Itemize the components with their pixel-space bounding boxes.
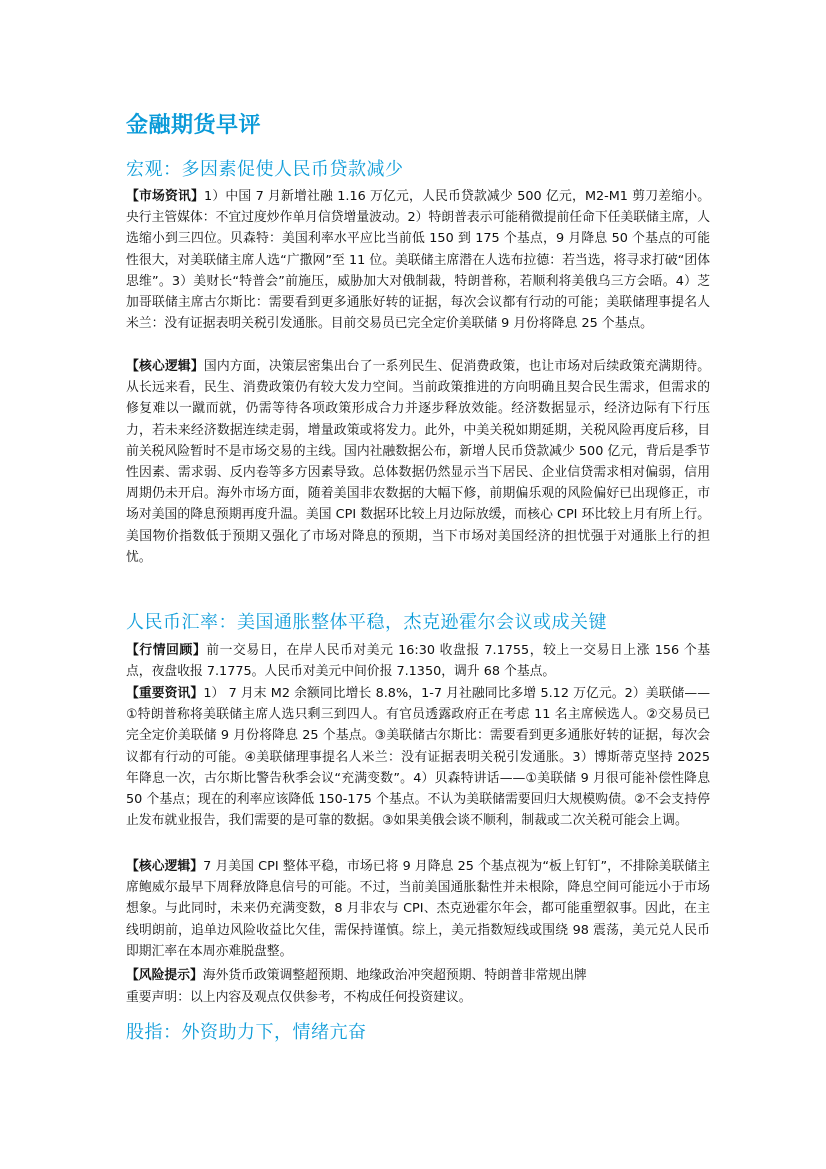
section-heading-macro: 宏观：多因素促使人民币贷款减少: [126, 159, 404, 180]
paragraph-tag: 【行情回顾】: [126, 643, 207, 658]
paragraph-text: 1）中国 7 月新增社融 1.16 万亿元，人民币贷款减少 500 亿元，M2-M1 剪刀差缩小。央行主管媒体：不宜过度炒作单月信贷增量波动。2）特朗普表示可能稍微提前任命下任美联储主席，人选缩小到三四位。贝森特：美国利率水平应比当前低 150 到 175 个基点，9 月降息 50 个基点的可能性很大，对美联储主席人选“广撒网”至 11 位。美联储主席潜在人选布拉德：若当选，将寻求打破“团体思维”。3）美财长“特普会”前施压，威胁加大对俄制裁，特朗普称，若顺利将美俄乌三方会晤。4）芝加哥联储主席古尔斯比：需要看到更多通胀好转的证据，每次会议都有行动的可能；美联储理事提名人米兰：没有证据表明关税引发通胀。目前交易员已完全定价美联储 9 月份将降息 25 个基点。: [126, 189, 711, 332]
paragraph-disclaimer: [126, 987, 710, 1008]
section-heading-rmb: 人民币汇率：美国通胀整体平稳，杰克逊霍尔会议或成关键: [126, 612, 607, 633]
paragraph-text: 1） 7 月末 M2 余额同比增长 8.8%，1-7 月社融同比多增 5.12 万亿元。2）美联储——①特朗普称将美联储主席人选只剩三到四人。有官员透露政府正在考虑 11 名主席候选人。②交易员已完全定价美联储 9 月份将降息 25 个基点。③美联储古尔斯比：需要看到更多通胀好转的证据，每次会议都有行动的可能。④美联储理事提名人米兰：没有证据表明关税引发通胀。3）博斯蒂克坚持 2025 年降息一次，古尔斯比警告秋季会议“充满变数”。4）贝森特讲话——①美联储 9 月很可能补偿性降息 50 个基点；现在的利率应该降低 150-175 个基点。不认为美联储需要回归大规模购债。②不会支持停止发布就业报告，我们需要的是可靠的数据。③如果美俄会谈不顺利，制裁或二次关税可能会上调。: [126, 686, 711, 829]
paragraph-rmb-risk: [126, 965, 710, 986]
paragraph-text: 前一交易日，在岸人民币对美元 16:30 收盘报 7.1755，较上一交易日上涨 156 个基点，夜盘收报 7.1775。人民币对美元中间价报 7.1350，调升 68 个基点。: [126, 643, 711, 680]
paragraph-text: 海外货币政策调整超预期、地缘政治冲突超预期、特朗普非常规出牌: [202, 968, 587, 983]
paragraph-tag: 【市场资讯】: [126, 189, 204, 204]
paragraph-tag: 【核心逻辑】: [126, 359, 204, 374]
paragraph-tag: 【风险提示】: [126, 968, 203, 983]
paragraph-rmb-important-news: [126, 683, 710, 831]
section-heading-stock-index: 股指：外资助力下，情绪亢奋: [126, 1022, 367, 1043]
paragraph-tag: 【重要资讯】: [126, 686, 204, 701]
paragraph-macro-core-logic: [126, 356, 710, 568]
paragraph-text: 国内方面，决策层密集出台了一系列民生、促消费政策，也让市场对后续政策充满期待。从长远来看，民生、消费政策仍有较大发力空间。当前政策推进的方向明确且契合民生需求，但需求的修复难以一蹴而就，仍需等待各项政策形成合力并逐步释放效能。经济数据显示，经济边际有下行压力，若未来经济数据连续走弱，增量政策或将发力。此外，中美关税如期延期，关税风险再度后移，目前关税风险暂时不是市场交易的主线。国内社融数据公布，新增人民币贷款减少 500 亿元，背后是季节性因素、需求弱、反内卷等多方因素导致。总体数据仍然显示当下居民、企业信贷需求相对偏弱，信用周期仍未开启。海外市场方面，随着美国非农数据的大幅下修，前期偏乐观的风险偏好已出现修正，市场对美国的降息预期再度升温。美国 CPI 数据环比较上月边际放缓，而核心 CPI 环比较上月有所上行。美国物价指数低于预期又强化了市场对降息的预期，当下市场对美国经济的担忧强于对通胀上行的担忧。: [126, 359, 711, 565]
paragraph-macro-market-news: [126, 186, 710, 334]
paragraph-rmb-review: [126, 640, 710, 682]
document-title: 金融期货早评: [126, 113, 262, 138]
paragraph-rmb-core-logic: [126, 856, 710, 962]
paragraph-text: 7 月美国 CPI 整体平稳，市场已将 9 月降息 25 个基点视为“板上钉钉”，不排除美联储主席鲍威尔最早下周释放降息信号的可能。不过，当前美国通胀黏性并未根除，降息空间可能远小于市场想象。与此同时，未来仍充满变数，8 月非农与 CPI、杰克逊霍尔年会，都可能重塑叙事。因此，在主线明朗前，追单边风险收益比欠佳，需保持谨慎。综上，美元指数短线或围绕 98 震荡，美元兑人民币即期汇率在本周亦难脱盘整。: [126, 859, 710, 959]
paragraph-text: 重要声明：以上内容及观点仅供参考，不构成任何投资建议。: [126, 990, 472, 1005]
paragraph-tag: 【核心逻辑】: [126, 859, 204, 874]
